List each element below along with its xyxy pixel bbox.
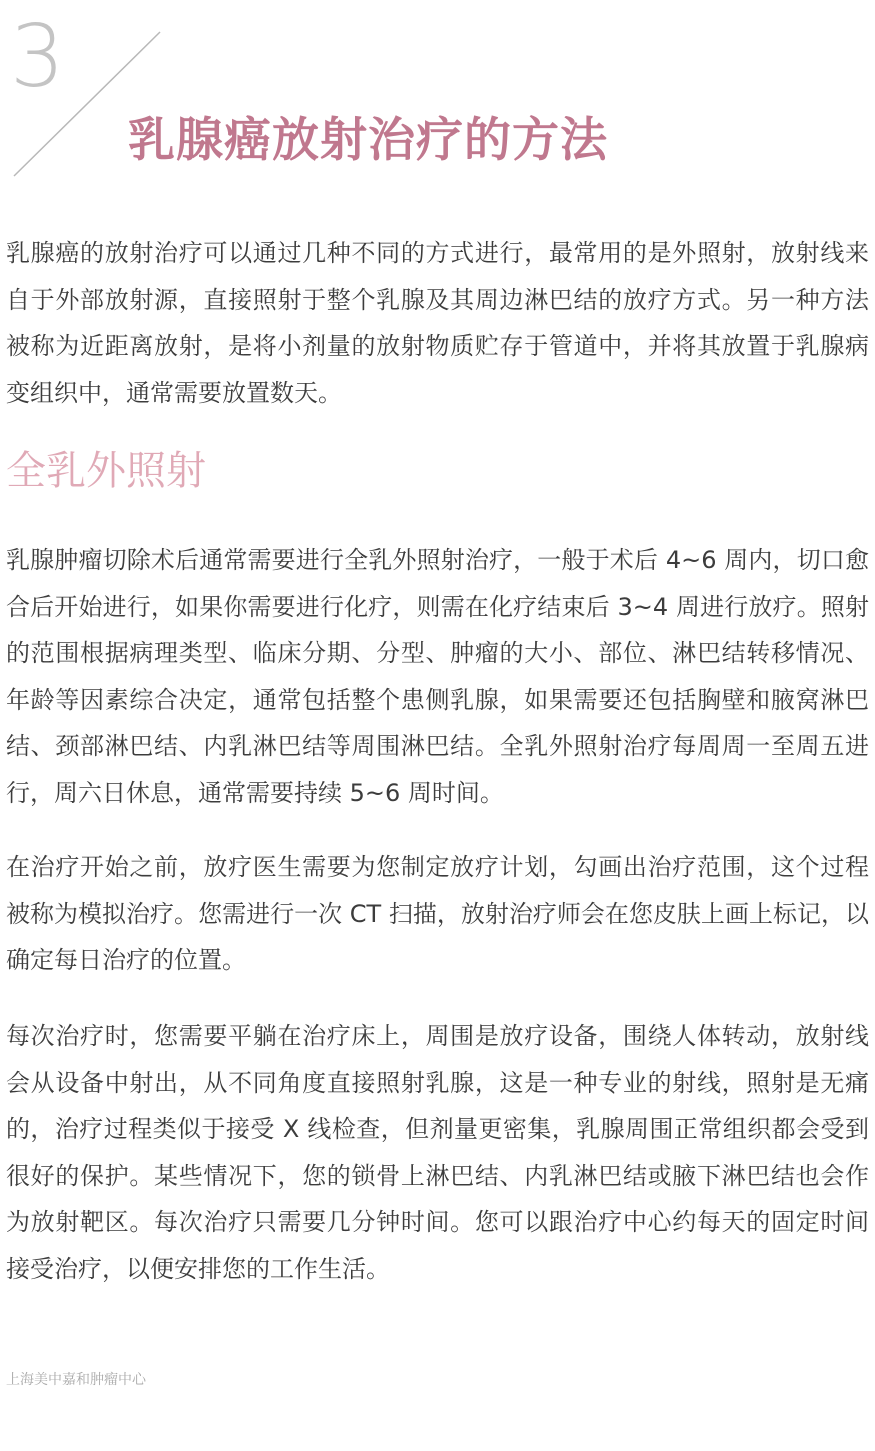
section-number: 3 (10, 7, 65, 107)
intro-paragraph: 乳腺癌的放射治疗可以通过几种不同的方式进行，最常用的是外照射，放射线来自于外部放射源，直接照射于整个乳腺及其周边淋巴结的放疗方式。另一种方法被称为近距离放射，是将小剂量的放射物质贮存于管道中，并将其放置于乳腺病变组织中，通常需要放置数天。 (6, 239, 869, 407)
footer-source: 上海美中嘉和肿瘤中心 (6, 1372, 146, 1388)
paragraph-daily-treatment: 每次治疗时，您需要平躺在治疗床上，周围是放疗设备，围绕人体转动，放射线会从设备中射出，从不同角度直接照射乳腺，这是一种专业的射线，照射是无痛的，治疗过程类似于接受 X 线检查，但剂量更密集，乳腺周围正常组织都会受到很好的保护。某些情况下，您的锁骨上淋巴结、内乳淋巴结或腋下淋巴结也会作为放射靶区。每次治疗只需要几分钟时间。您可以跟治疗中心约每天的固定时间接受治疗，以便安排您的工作生活。 (6, 1022, 869, 1283)
paragraph-simulation: 在治疗开始之前，放疗医生需要为您制定放疗计划，勾画出治疗范围，这个过程被称为模拟治疗。您需进行一次 CT 扫描，放射治疗师会在您皮肤上画上标记，以确定每日治疗的位置。 (6, 853, 869, 974)
section-title: 乳腺癌放射治疗的方法 (128, 113, 608, 168)
subheading-whole-breast: 全乳外照射 (6, 448, 206, 494)
paragraph-timing: 乳腺肿瘤切除术后通常需要进行全乳外照射治疗，一般于术后 4~6 周内，切口愈合后开始进行，如果你需要进行化疗，则需在化疗结束后 3~4 周进行放疗。照射的范围根据病理类型、临床分期、分型、肿瘤的大小、部位、淋巴结转移情况、年龄等因素综合决定，通常包括整个患侧乳腺，如果需要还包括胸壁和腋窝淋巴结、颈部淋巴结、内乳淋巴结等周围淋巴结。全乳外照射治疗每周周一至周五进行，周六日休息，通常需要持续 5~6 周时间。 (6, 546, 869, 807)
